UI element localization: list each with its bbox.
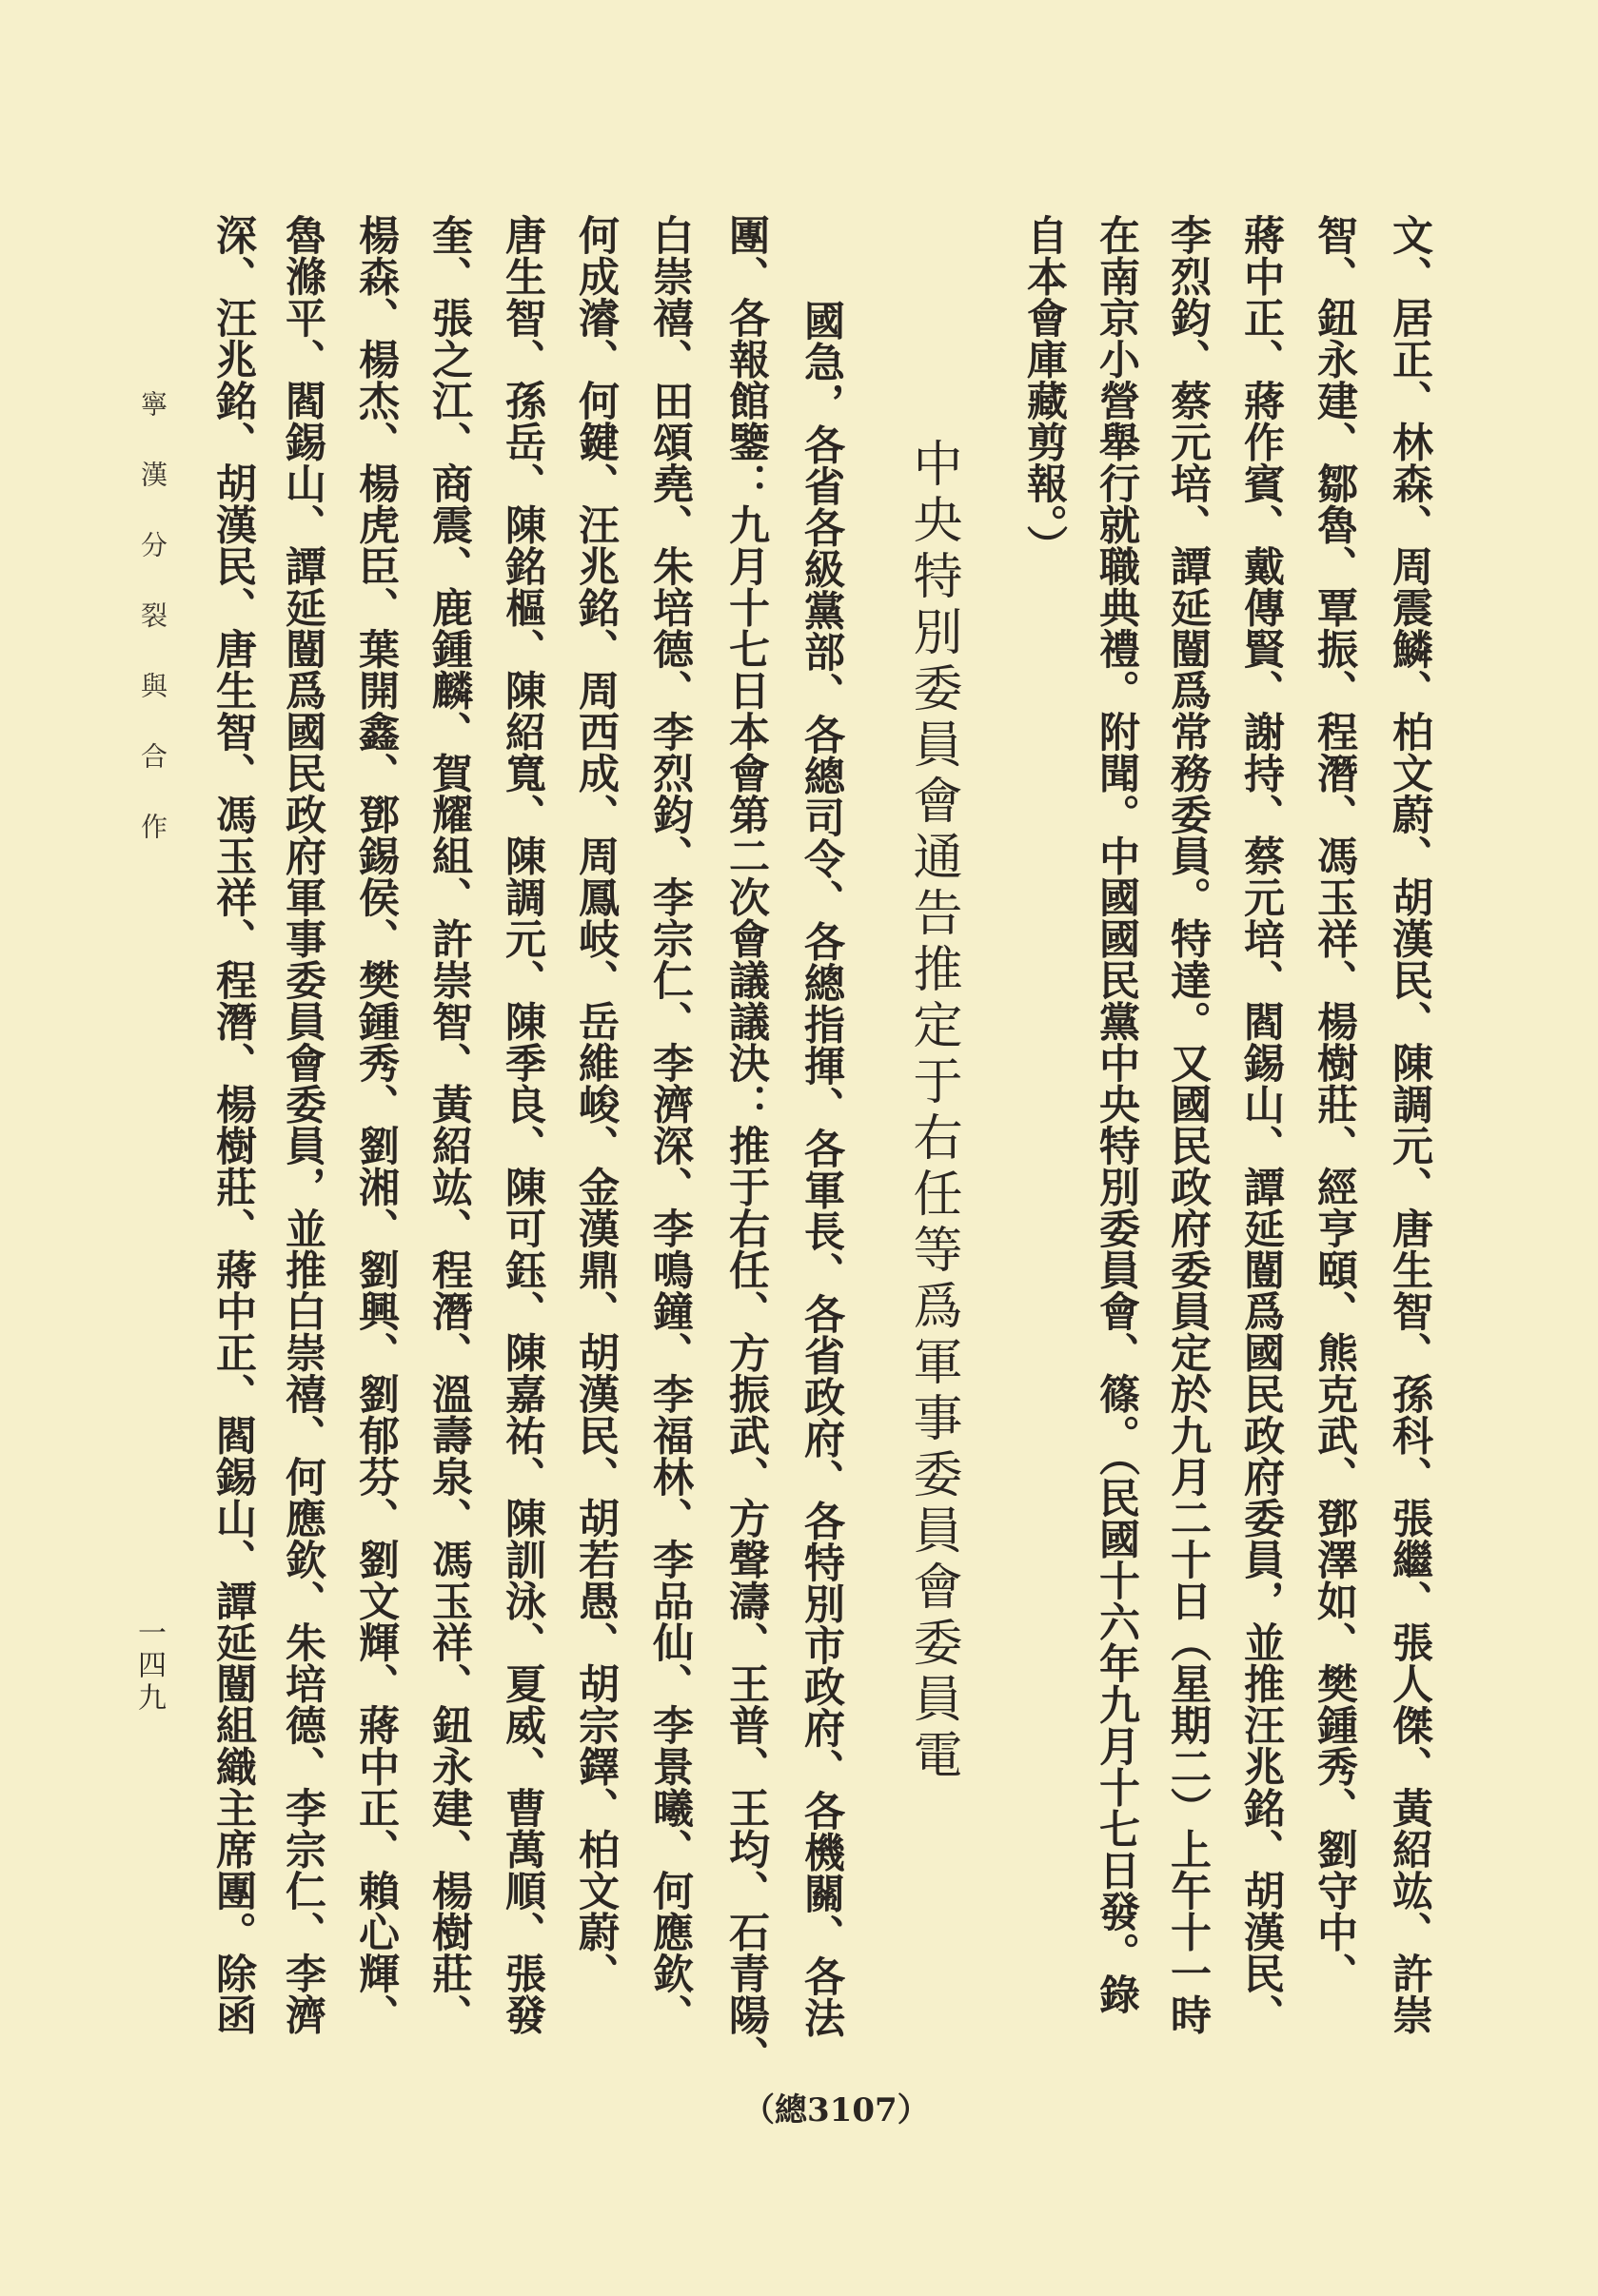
text-column: 在南京小營舉行就職典禮。附聞。中國國民黨中央特別委員會、篠。（民國十六年九月十七日發。錄 <box>1093 214 1140 2015</box>
text-column: 深、汪兆銘、胡漢民、唐生智、馮玉祥、程潛、楊樹莊、蔣中正、閻錫山、譚延闓組織主席團。除函 <box>209 214 257 2035</box>
text-column: 國急，各省各級黨部、各總司令、各總指揮、各軍長、各省政府、各特別市政府、各機關、各法 <box>798 300 845 2038</box>
text-column: 魯滌平、閻錫山、譚延闓爲國民政府軍事委員會委員，並推白崇禧、何應欽、朱培德、李宗仁、李濟 <box>279 214 326 2035</box>
text-column: 楊森、楊杰、楊虎臣、葉開鑫、鄧錫侯、樊鍾秀、劉湘、劉興、劉郁芬、劉文輝、蔣中正、賴心輝、 <box>352 214 400 2035</box>
text-column: 蔣中正、蔣作賓、戴傳賢、謝持、蔡元培、閻錫山、譚延闓爲國民政府委員，並推汪兆銘、胡漢民、 <box>1237 214 1285 2035</box>
text-column: 文、居正、林森、周震鱗、柏文蔚、胡漢民、陳調元、唐生智、孫科、張繼、張人傑、黃紹竑、許崇 <box>1386 214 1433 2035</box>
text-column: 自本會庫藏剪報。） <box>1020 214 1068 566</box>
text-column: 奎、張之江、商震、鹿鍾麟、賀耀組、許崇智、黃紹竑、程潛、溫壽泉、馮玉祥、鈕永建、楊樹莊、 <box>425 214 473 2035</box>
running-head-book-title: 寧漢分裂與合作 <box>137 390 168 883</box>
text-column: 白崇禧、田頌堯、朱培德、李烈鈞、李宗仁、李濟深、李鳴鐘、李福林、李品仙、李景曦、何應欽、 <box>646 214 694 2035</box>
text-column: 李烈鈞、蔡元培、譚延闓爲常務委員。特達。又國民政府委員定於九月二十日（星期二）上午十一時 <box>1164 214 1212 2035</box>
page-number: 一四九 <box>132 1618 166 1715</box>
text-column: 智、鈕永建、鄒魯、覃振、程潛、馮玉祥、楊樹莊、經亨頤、熊克武、鄧澤如、樊鍾秀、劉守中、 <box>1311 214 1358 1994</box>
text-column: 何成濬、何鍵、汪兆銘、周西成、周鳳岐、岳維峻、金漢鼎、胡漢民、胡若愚、胡宗鐸、柏文蔚、 <box>572 214 620 1994</box>
text-column: 唐生智、孫岳、陳銘樞、陳紹寬、陳調元、陳季良、陳可鈺、陳嘉祐、陳訓泳、夏威、曹萬順、張發 <box>499 214 546 2035</box>
document-title: 中央特別委員會通告推定于右任等爲軍事委員會委員電 <box>904 438 961 1785</box>
serial-number: （總3107） <box>742 2091 930 2129</box>
text-column: 團、各報館鑒：九月十七日本會第二次會議議決：推于右任、方振武、方聲濤、王普、王均、石青陽、 <box>722 214 770 2077</box>
